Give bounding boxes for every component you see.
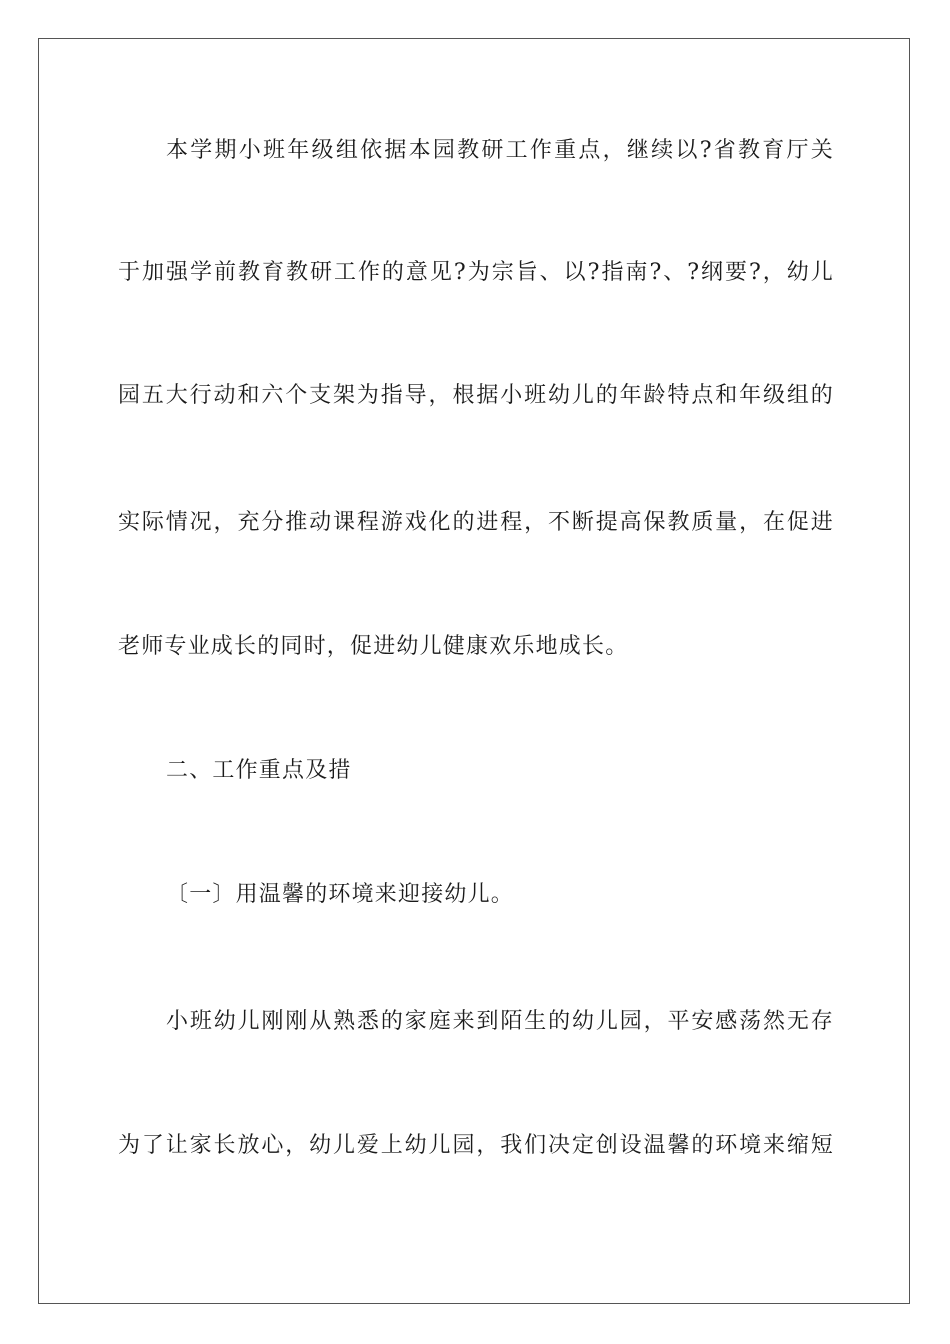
paragraph-1-line-4: 实际情况，充分推动课程游戏化的进程，不断提高保教质量，在促进: [118, 510, 834, 535]
page-border: [38, 38, 910, 1304]
paragraph-1-line-3: 园五大行动和六个支架为指导，根据小班幼儿的年龄特点和年级组的: [118, 383, 834, 408]
section-heading: 二、工作重点及措: [166, 758, 352, 783]
paragraph-1-line-1: 本学期小班年级组依据本园教研工作重点，继续以?省教育厅关: [166, 138, 834, 163]
subsection-heading: 〔一〕用温馨的环境来迎接幼儿。: [166, 882, 515, 907]
paragraph-2-line-1: 小班幼儿刚刚从熟悉的家庭来到陌生的幼儿园，平安感荡然无存: [166, 1009, 834, 1034]
paragraph-1-line-2: 于加强学前教育教研工作的意见?为宗旨、以?指南?、?纲要?，幼儿: [118, 260, 834, 285]
paragraph-1-line-5: 老师专业成长的同时，促进幼儿健康欢乐地成长。: [118, 634, 629, 659]
paragraph-2-line-2: 为了让家长放心，幼儿爱上幼儿园，我们决定创设温馨的环境来缩短: [118, 1133, 834, 1158]
